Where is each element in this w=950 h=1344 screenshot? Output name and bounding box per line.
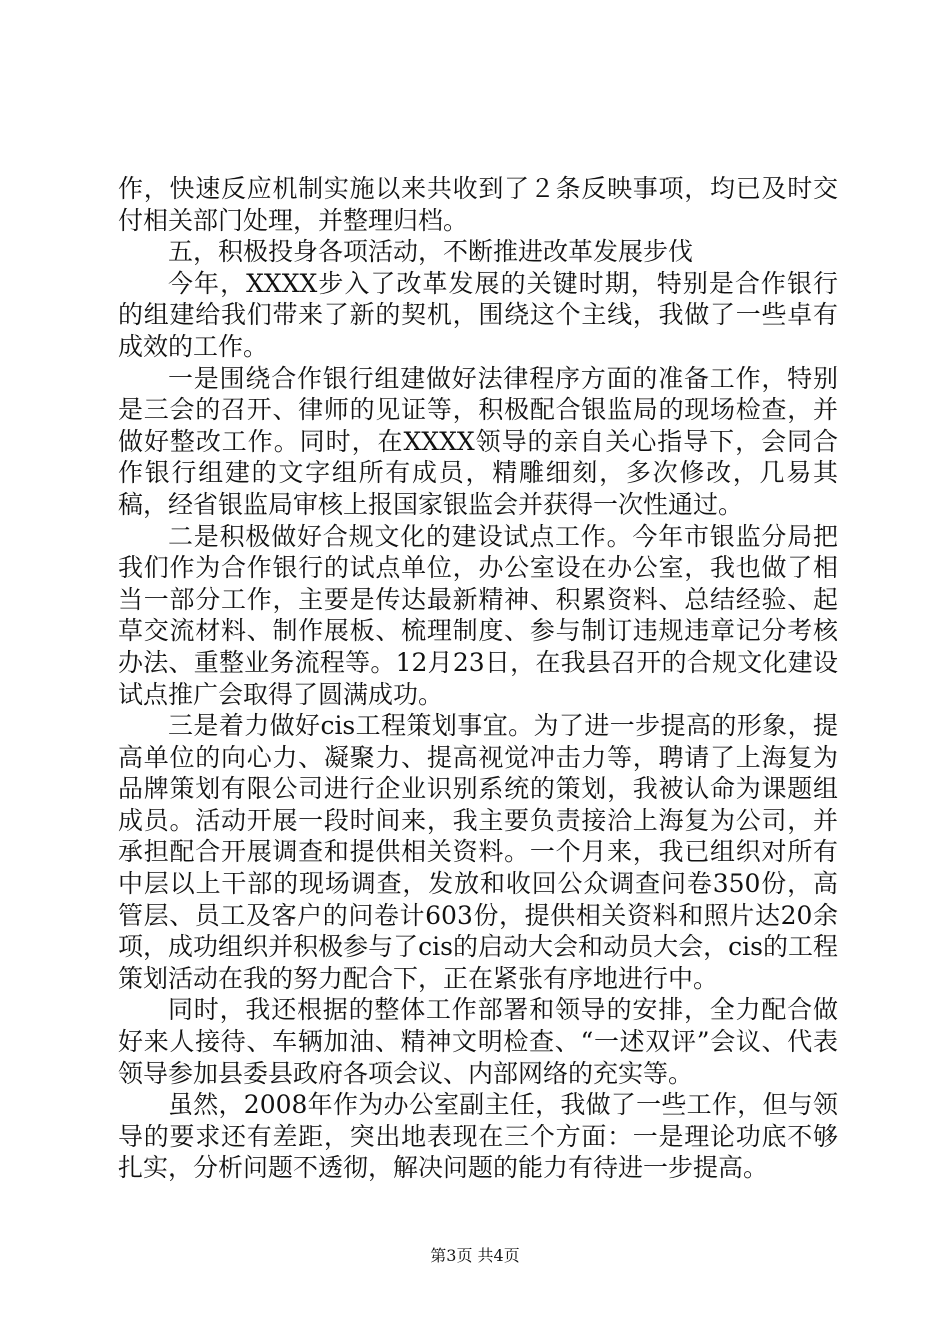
paragraph: 一是围绕合作银行组建做好法律程序方面的准备工作，特别是三会的召开、律师的见证等，积极配合银监局的现场检查，并做好整改工作。同时，在XXXX领导的亲自关心指导下，会同合作银行组建的文字组所有成员，精雕细刻，多次修改，几易其稿，经省银监局审核上报国家银监会并获得一次性通过。 [118,363,838,519]
document-body [118,173,838,1184]
paragraph: 五，积极投身各项活动，不断推进改革发展步伐 [168,237,694,267]
paragraph: 同时，我还根据的整体工作部署和领导的安排，全力配合做好来人接待、车辆加油、精神文明检查、“一述双评”会议、代表领导参加县委县政府各项会议、内部网络的充实等。 [118,995,838,1088]
paragraph: 二是积极做好合规文化的建设试点工作。今年市银监分局把我们作为合作银行的试点单位，办公室设在办公室，我也做了相当一部分工作，主要是传达最新精神、积累资料、总结经验、起草交流材料、制作展板、梳理制度、参与制订违规违章记分考核办法、重整业务流程等。12月23日，在我县召开的合规文化建设试点推广会取得了圆满成功。 [118,521,838,709]
paragraph: 虽然，2008年作为办公室副主任，我做了一些工作，但与领导的要求还有差距，突出地表现在三个方面：一是理论功底不够扎实，分析问题不透彻，解决问题的能力有待进一步提高。 [118,1090,838,1183]
paragraph: 作，快速反应机制实施以来共收到了２条反映事项，均已及时交付相关部门处理，并整理归档。 [118,174,838,235]
page-footer: 第3页 共4页 [430,1246,520,1265]
paragraph: 三是着力做好cis工程策划事宜。为了进一步提高的形象，提高单位的向心力、凝聚力、提高视觉冲击力等，聘请了上海复为品牌策划有限公司进行企业识别系统的策划，我被认命为课题组成员。活动开展一段时间来，我主要负责接洽上海复为公司，并承担配合开展调查和提供相关资料。一个月来，我已组织对所有中层以上干部的现场调查，发放和收回公众调查问卷350份，高管层、员工及客户的问卷计603份，提供相关资料和照片达20余项，成功组织并积极参与了cis的启动大会和动员大会，cis的工程策划活动在我的努力配合下，正在紧张有序地进行中。 [118,711,838,993]
paragraph: 今年，XXXX步入了改革发展的关键时期，特别是合作银行的组建给我们带来了新的契机，围绕这个主线，我做了一些卓有成效的工作。 [118,268,838,361]
